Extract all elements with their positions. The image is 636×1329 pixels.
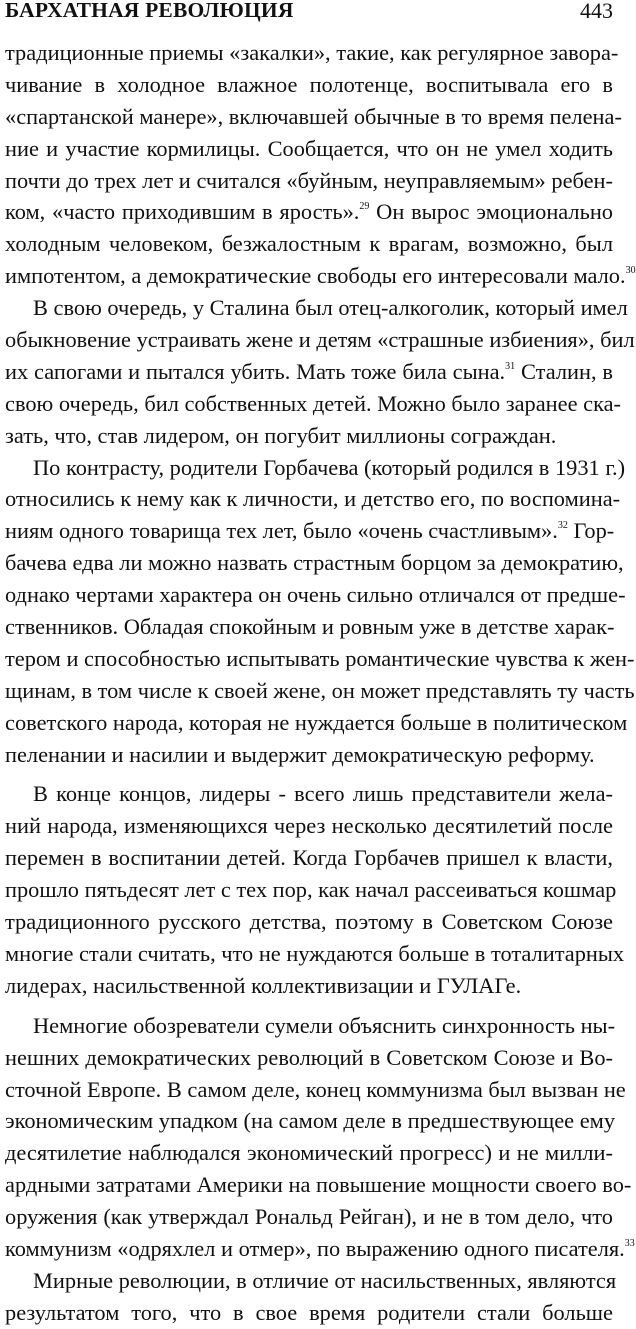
paragraph <box>5 1010 635 1265</box>
paragraph-gap <box>5 1002 613 1010</box>
text-line <box>5 101 622 133</box>
line-text: щинам, в том числе к своей жене, он может представлять ту часть <box>5 677 635 703</box>
line-text: ственников. Обладая спокойным и ровным уже в детстве харак- <box>5 614 615 640</box>
line-text-continued: Гор- <box>567 518 615 544</box>
paragraph-gap <box>5 770 613 778</box>
line-text: лидерах, насильственной коллективизации и ГУЛАГе. <box>5 972 522 998</box>
text-line <box>5 643 635 675</box>
text-line <box>5 1137 613 1169</box>
line-text: В конце концов, лидеры - всего лишь представители жела- <box>33 781 613 807</box>
page-number: 443 <box>580 0 613 23</box>
text-line <box>5 675 635 707</box>
text-line <box>5 874 617 906</box>
text-line <box>5 842 613 874</box>
text-line <box>5 356 613 388</box>
text-line <box>5 707 628 739</box>
footnote-reference: 29 <box>359 201 370 213</box>
line-text: ком, «часто приходившим в ярость». <box>5 199 360 225</box>
line-text: Мирные революции, в отличие от насильственных, являются <box>33 1267 617 1293</box>
footnote-reference: 31 <box>505 360 516 372</box>
line-text: традиционного русского детства, поэтому в Советском Союзе <box>5 909 613 935</box>
line-text: По контрасту, родители Горбачева (который родился в 1931 г.) <box>33 454 626 480</box>
text-line <box>5 1233 635 1265</box>
text-line <box>5 579 626 611</box>
text-line <box>5 906 613 938</box>
text-line <box>5 388 622 420</box>
text-line <box>5 37 619 69</box>
line-text-continued: Сталин, в <box>515 358 613 384</box>
line-text: перемен в воспитании детей. Когда Горбачев пришел к власти, <box>5 845 613 871</box>
text-line <box>5 515 613 547</box>
line-text: Немногие обозреватели сумели объяснить синхронность ны- <box>33 1012 616 1038</box>
line-text: тером и способностью испытывать романтические чувства к жен- <box>5 645 635 671</box>
text-line <box>5 1074 626 1106</box>
line-text: бачева едва ли можно назвать страстным борцом за демократию, <box>5 550 624 576</box>
text-line <box>5 1105 616 1137</box>
text-line <box>5 196 613 228</box>
text-line <box>5 547 624 579</box>
line-text: десятилетие наблюдался экономический прогресс) и не милли- <box>5 1140 613 1166</box>
text-line <box>5 165 613 197</box>
line-text: традиционные приемы «закалки», такие, как регулярное завора- <box>5 40 619 65</box>
line-text: пеленании и насилии и выдержит демократическую реформу. <box>5 741 595 767</box>
text-line <box>5 1042 613 1074</box>
line-text: экономическим упадком (на самом деле в предшествующее ему <box>5 1108 616 1134</box>
body-text <box>5 37 636 1329</box>
line-text: зать, что, став лидером, он погубит миллионы сограждан. <box>5 422 557 448</box>
text-line <box>5 611 613 643</box>
footnote-reference: 32 <box>557 520 568 532</box>
text-line <box>5 420 613 452</box>
line-text: чивание в холодное влажное полотенце, воспитывала его в <box>5 71 613 97</box>
line-text: советского народа, которая не нуждается больше в политическом <box>5 709 628 735</box>
text-line <box>5 483 621 515</box>
text-line <box>5 778 613 810</box>
paragraph <box>5 778 625 1001</box>
line-text: нешних демократических революций в Советском Союзе и Во- <box>5 1044 613 1070</box>
line-text: прошло пятьдесят лет с тех пор, как начал рассеиваться кошмар <box>5 877 617 903</box>
text-line <box>5 324 635 356</box>
line-text: коммунизм «одряхлел и отмер», по выражению одного писателя. <box>5 1235 625 1261</box>
text-line <box>5 260 636 292</box>
line-text: ние и участие кормилицы. Сообщается, что он не умел ходить <box>5 135 613 161</box>
text-line <box>5 133 613 165</box>
line-text: ний народа, изменяющихся через несколько десятилетий после <box>5 813 613 839</box>
text-line <box>5 228 613 260</box>
line-text: холодным человеком, безжалостным к врагам, возможно, был <box>5 231 613 257</box>
line-text: импотентом, а демократические свободы его интересовали мало. <box>5 263 626 289</box>
line-text: В свою очередь, у Сталина был отец-алкоголик, который имел <box>33 295 628 321</box>
text-line <box>5 1297 613 1329</box>
text-line <box>5 292 628 324</box>
line-text: результатом того, что в свое время родители стали больше <box>5 1299 613 1325</box>
paragraph <box>5 452 635 771</box>
line-text: сточной Европе. В самом деле, конец коммунизма был вызван не <box>5 1076 626 1102</box>
text-line <box>5 1201 613 1233</box>
line-text: «спартанской манере», включавшей обычные в то время пелена- <box>5 103 622 129</box>
text-line <box>5 1265 617 1297</box>
line-text: почти до трех лет и считался «буйным, неуправляемым» ребен- <box>5 167 613 193</box>
line-text: их сапогами и пытался убить. Мать тоже била сына. <box>5 358 506 384</box>
text-line <box>5 452 626 484</box>
line-text: ниям одного товарища тех лет, было «очень счастливым». <box>5 518 558 544</box>
line-text: однако чертами характера он очень сильно отличался от предше- <box>5 582 626 608</box>
paragraph <box>5 37 636 292</box>
line-text: свою очередь, бил собственных детей. Можно было заранее ска- <box>5 390 622 416</box>
line-text: относились к нему как к личности, и детство его, по воспомина- <box>5 486 621 512</box>
text-line <box>5 69 613 101</box>
text-line <box>5 970 613 1002</box>
footnote-reference: 30 <box>625 265 636 277</box>
text-line <box>5 1169 632 1201</box>
text-line <box>5 938 625 970</box>
line-text: обыкновение устраивать жене и детям «страшные избиения», бил <box>5 327 635 353</box>
line-text-continued: Он вырос эмоционально <box>369 199 613 225</box>
footnote-reference: 33 <box>624 1237 635 1249</box>
paragraph <box>5 1265 617 1329</box>
running-title: БАРХАТНАЯ РЕВОЛЮЦИЯ <box>5 0 294 22</box>
paragraph <box>5 292 635 451</box>
line-text: многие стали считать, что не нуждаются больше в тоталитарных <box>5 940 625 966</box>
line-text: оружения (как утверждал Рональд Рейган), и не в том дело, что <box>5 1204 613 1230</box>
running-header <box>5 0 613 30</box>
text-line <box>5 739 613 771</box>
text-line <box>5 1010 616 1042</box>
line-text: ардными затратами Америки на повышение мощности своего во- <box>5 1172 632 1198</box>
text-line <box>5 810 613 842</box>
